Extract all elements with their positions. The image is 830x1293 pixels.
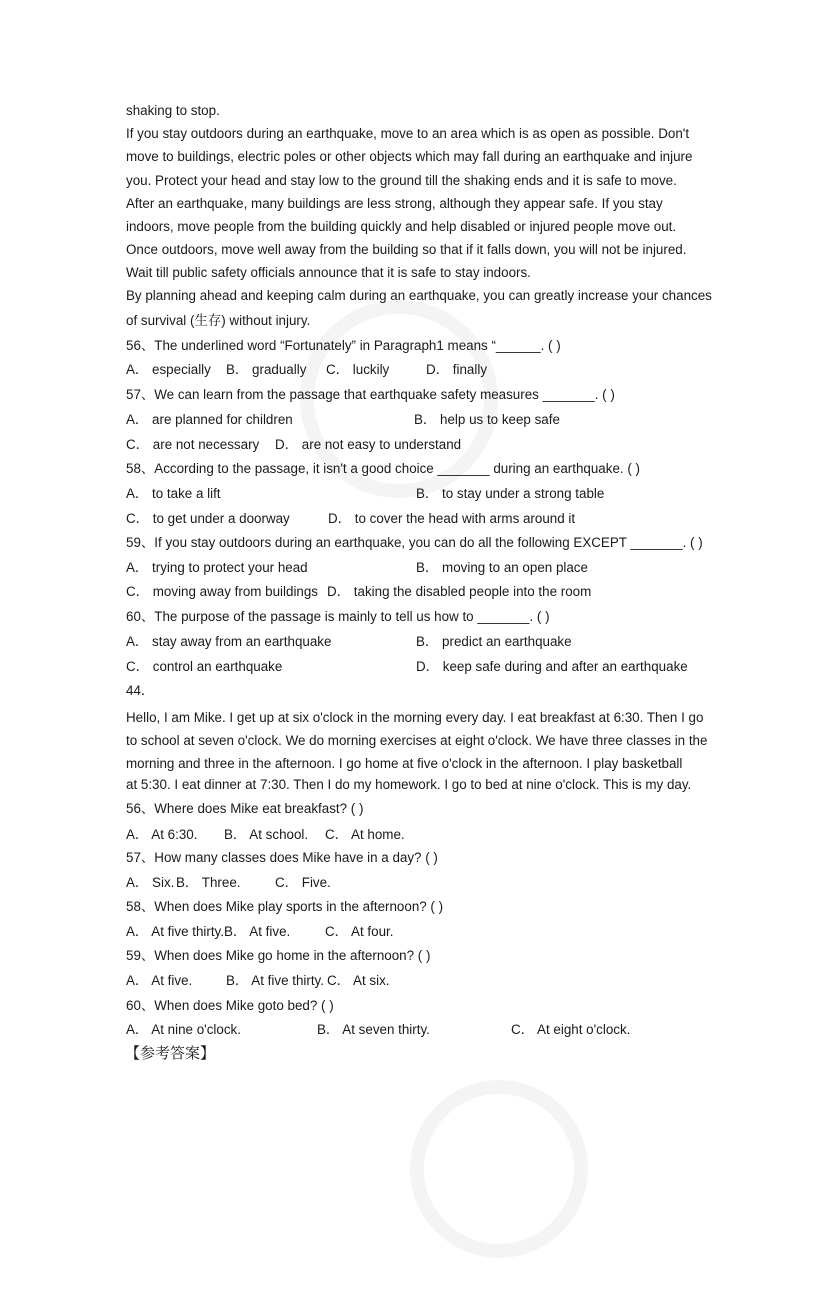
option: C． At home.	[325, 827, 405, 842]
passage1-line: shaking to stop.	[126, 103, 220, 118]
question-stem: 58、When does Mike play sports in the afternoon? ( )	[126, 899, 444, 914]
passage1-line: By planning ahead and keeping calm during an earthquake, you can greatly increase your chances	[126, 288, 712, 303]
option: D． to cover the head with arms around it	[328, 511, 576, 526]
option: C． are not necessary	[126, 437, 260, 452]
passage1-line: Wait till public safety officials announce that it is safe to stay indoors.	[126, 265, 531, 280]
answer-heading: 【参考答案】	[125, 1044, 216, 1062]
option: B． moving to an open place	[416, 560, 588, 575]
option: D． keep safe during and after an earthquake	[416, 659, 688, 674]
option: C． At four.	[325, 924, 394, 939]
question-stem: 57、How many classes does Mike have in a day? ( )	[126, 850, 438, 865]
passage1-last-line	[126, 312, 310, 331]
option: D． taking the disabled people into the room	[327, 584, 592, 599]
option: B． predict an earthquake	[416, 634, 572, 649]
passage1-line: Once outdoors, move well away from the building so that if it falls down, you will not be injured.	[126, 242, 687, 257]
question-stem: 56、Where does Mike eat breakfast? ( )	[126, 801, 364, 816]
option: C． Five.	[275, 875, 331, 890]
passage1-last-line-pre: of survival (	[126, 313, 195, 328]
option: A． to take a lift	[126, 486, 221, 501]
question-stem: 60、When does Mike goto bed? ( )	[126, 998, 334, 1013]
question-stem: 57、We can learn from the passage that earthquake safety measures _______. ( )	[126, 387, 615, 402]
passage1-line: move to buildings, electric poles or other objects which may fall during an earthquake and injure	[126, 149, 693, 164]
question-stem: 56、The underlined word “Fortunately” in Paragraph1 means “______. ( )	[126, 338, 561, 353]
option: B． At seven thirty.	[317, 1022, 430, 1037]
option: A． At nine o'clock.	[126, 1022, 241, 1037]
option: B． At school.	[224, 827, 309, 842]
question-stem: 59、When does Mike go home in the afternoon? ( )	[126, 948, 431, 963]
option: A． At five.	[126, 973, 193, 988]
passage2-line: morning and three in the afternoon. I go home at five o'clock in the afternoon. I play basketball	[126, 756, 683, 771]
option: B． to stay under a strong table	[416, 486, 605, 501]
question-stem: 58、According to the passage, it isn't a good choice _______ during an earthquake. ( )	[126, 461, 640, 476]
option: B． help us to keep safe	[414, 412, 560, 427]
option: D． finally	[426, 362, 488, 377]
option: C． control an earthquake	[126, 659, 283, 674]
passage2-line: at 5:30. I eat dinner at 7:30. Then I do my homework. I go to bed at nine o'clock. This is my day.	[126, 777, 692, 792]
passage1-line: After an earthquake, many buildings are less strong, although they appear safe. If you stay	[126, 196, 663, 211]
option: B． At five.	[224, 924, 291, 939]
question-stem: 59、If you stay outdoors during an earthquake, you can do all the following EXCEPT _______. ( )	[126, 535, 703, 550]
passage2-line: to school at seven o'clock. We do morning exercises at eight o'clock. We have three classes in the	[126, 733, 708, 748]
passage1-last-line-post: ) without injury.	[221, 313, 311, 328]
passage1-line: If you stay outdoors during an earthquake, move to an area which is as open as possible. Don't	[126, 126, 690, 141]
passage1-cjk-gloss: 生存	[194, 314, 222, 329]
option: A． At five thirty.	[126, 924, 224, 939]
option: C． moving away from buildings	[126, 584, 319, 599]
option: A． At 6:30.	[126, 827, 198, 842]
option: C． At eight o'clock.	[511, 1022, 631, 1037]
option: D． are not easy to understand	[275, 437, 462, 452]
option: A． Six.	[126, 875, 175, 890]
option: B． Three.	[176, 875, 241, 890]
option: A． trying to protect your head	[126, 560, 308, 575]
passage1-line: indoors, move people from the building quickly and help disabled or injured people move out.	[126, 219, 677, 234]
option: B． At five thirty.	[226, 973, 324, 988]
watermark-mark	[375, 1045, 623, 1293]
option: B． gradually	[226, 362, 307, 377]
option: C． luckily	[326, 362, 390, 377]
option: A． are planned for children	[126, 412, 293, 427]
passage1-line: you. Protect your head and stay low to the ground till the shaking ends and it is safe to move.	[126, 173, 677, 188]
question-stem: 60、The purpose of the passage is mainly to tell us how to _______. ( )	[126, 609, 550, 624]
item-number: 44．	[126, 683, 155, 698]
option: A． stay away from an earthquake	[126, 634, 332, 649]
option: C． to get under a doorway	[126, 511, 290, 526]
option: C． At six.	[327, 973, 390, 988]
option: A． especially	[126, 362, 211, 377]
passage2-line: Hello, I am Mike. I get up at six o'clock in the morning every day. I eat breakfast at 6:30. Then I go	[126, 710, 704, 725]
